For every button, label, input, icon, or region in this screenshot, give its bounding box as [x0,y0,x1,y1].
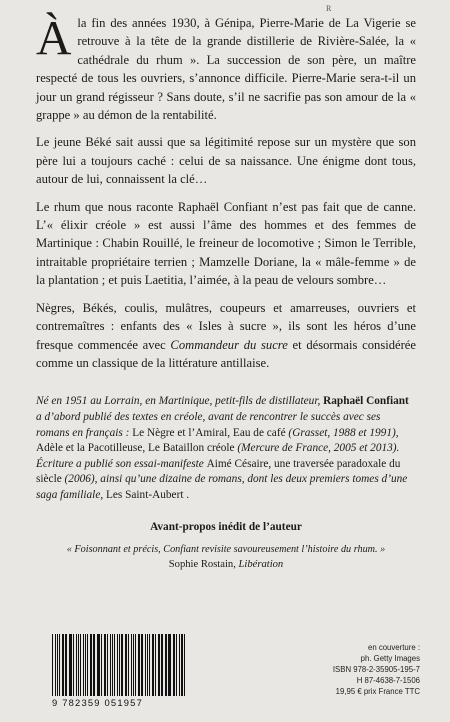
cover-label: en couverture : [367,643,420,652]
barcode-stripe [117,634,118,696]
barcode-stripe [80,634,81,696]
summary-paragraph-4 [36,299,416,373]
barcode-stripe [98,634,100,696]
bio-text-2: a d’abord publié des textes en créole, avant de rencontrer le succès avec ses romans en français : [36,410,381,439]
barcode [52,634,186,708]
bio-text-3: (Grasset, 1988 et 1991), [285,426,399,439]
barcode-stripe [73,634,74,696]
barcode-stripe [87,634,88,696]
barcode-stripe [66,634,67,696]
barcode-stripe [147,634,148,696]
barcode-stripe [155,634,156,696]
barcode-stripe [91,634,92,696]
barcode-stripe [141,634,143,696]
barcode-stripe [55,634,56,696]
barcode-stripe [119,634,120,696]
barcode-stripe [174,634,175,696]
author-name: Raphaël Confiant [323,395,409,408]
bio-text-7: . [183,488,190,501]
summary-paragraph-3: Le rhum que nous raconte Raphaël Confiant n’est pas fait que de canne. L’« élixir créole » est aussi l’âme des hommes et des femmes de Martinique : Chabin Rouillé, le freineur de locomotive ; Simon le Terrible, intraitable propriétaire terrien ; Mamzelle Doriane, la « mâle-femme » de la plantation ; et puis Laetitia, l’aimée, à la peau de velours sombre… [36,199,416,288]
barcode-stripe [62,634,64,696]
price: 19,95 € prix France TTC [335,687,420,696]
barcode-stripe [153,634,154,696]
bio-text-6: (2006), ainsi qu’une dizaine de romans, dont les deux premiers tomes d’une saga familiale, [36,473,408,501]
barcode-stripe [76,634,77,696]
barcode-stripe [179,634,180,696]
barcode-number: 9 782359 051957 [52,697,143,708]
isbn: ISBN 978-2-35905-195-7 [332,665,420,674]
bio-book-4: Les Saint-Aubert [105,488,184,501]
barcode-stripe [104,634,105,696]
barcode-stripe [110,634,111,696]
quote-author: Sophie Rostain, [168,559,239,571]
barcode-stripe [90,634,91,696]
barcode-stripe [105,634,106,696]
barcode-stripe [101,634,102,696]
avant-propos: Avant-propos inédit de l’auteur [150,521,302,534]
summary-paragraph-1-text: la fin des années 1930, à Génipa, Pierre-Marie de La Vigerie se retrouve à la tête de la grande distillerie de Rivière-Salée, la « cathédrale du rhum ». La succession de son père, un maître respecté de tous les ouvriers, s’annonce difficile. Pierre-Marie sera-t-il un jour un grand régisseur ? Sans doute, s’il ne sacrifie pas son amour de la « grappe » au démon de la rentabilité. [36,16,416,123]
barcode-stripe [125,634,126,696]
barcode-stripe [93,634,94,696]
author-bio [36,394,416,503]
barcode-stripe [131,634,132,696]
bio-book-3: Aimé Césaire, une traversée paradoxale du siècle [36,457,401,486]
barcode-stripe [57,634,58,696]
barcode-stripe [139,634,140,696]
barcode-stripe [168,634,169,696]
barcode-stripe [158,634,159,696]
p4-before: Nègres, Békés, coulis, mulâtres, coupeurs et amarreuses, ouvriers et contremaîtres : enfants des « Isles à sucre », ils sont les héros d’une fresque commencée avec [36,300,416,352]
summary-paragraph-2: Le jeune Béké sait aussi que sa légitimité repose sur un mystère que son père lui a toujours caché : celui de sa naissance. Une énigme dont tous, autour de lui, connaissent la clé… [36,135,416,187]
barcode-stripe [52,634,53,696]
barcode-stripe [70,634,71,696]
barcode-stripe [128,634,129,696]
barcode-stripe [176,634,177,696]
barcode-stripe [83,634,84,696]
barcode-stripe [69,634,70,696]
barcode-stripe [121,634,123,696]
barcode-bars [52,634,186,696]
barcode-stripe [169,634,170,696]
p4-after: et désormais considérée comme un classique de la littérature antillaise. [36,337,416,370]
cover-credits [310,642,420,697]
barcode-stripe [112,634,113,696]
page-mark: R [326,4,332,13]
barcode-stripe [138,634,139,696]
barcode-stripe [97,634,98,696]
barcode-stripe [135,634,136,696]
bio-book-1: Le Nègre et l’Amiral, Eau de café [132,426,286,439]
p4-book-title: Commandeur du sucre [170,337,288,352]
barcode-stripe [161,634,162,696]
cover-credit: ph. Getty Images [360,654,420,663]
back-cover-text [36,10,416,571]
bio-text-1: Né en 1951 au Lorrain, en Martinique, petit-fils de distillateur, [36,395,324,408]
barcode-stripe [149,634,150,696]
barcode-stripe [78,634,80,696]
quote-publication: Libération [238,559,284,571]
press-quote [36,543,416,557]
barcode-stripe [162,634,163,696]
press-quote-source [36,559,416,570]
barcode-stripe [126,634,127,696]
barcode-stripe [165,634,167,696]
barcode-stripe [65,634,66,696]
press-quote-text: « Foisonnant et précis, Confiant revisite savoureusement l’histoire du rhum. » [66,544,386,556]
barcode-stripe [181,634,183,696]
barcode-stripe [85,634,86,696]
barcode-stripe [173,634,174,696]
summary-paragraph-1 [36,10,416,124]
bio-publisher: Écriture [36,457,74,470]
drop-cap: À [36,10,72,65]
barcode-stripe [145,634,146,696]
barcode-stripe [59,634,60,696]
barcode-stripe [107,634,108,696]
barcode-stripe [114,634,115,696]
bio-text-5: a publié son essai-manifeste [73,457,207,470]
bio-book-2: Adèle et la Pacotilleuse, Le Bataillon créole [36,442,235,455]
product-code: H 87-4638-7-1506 [356,676,420,685]
barcode-stripe [184,634,185,696]
bio-text-4: (Mercure de France, 2005 et 2013). [234,442,400,455]
barcode-stripe [152,634,153,696]
barcode-stripe [133,634,134,696]
